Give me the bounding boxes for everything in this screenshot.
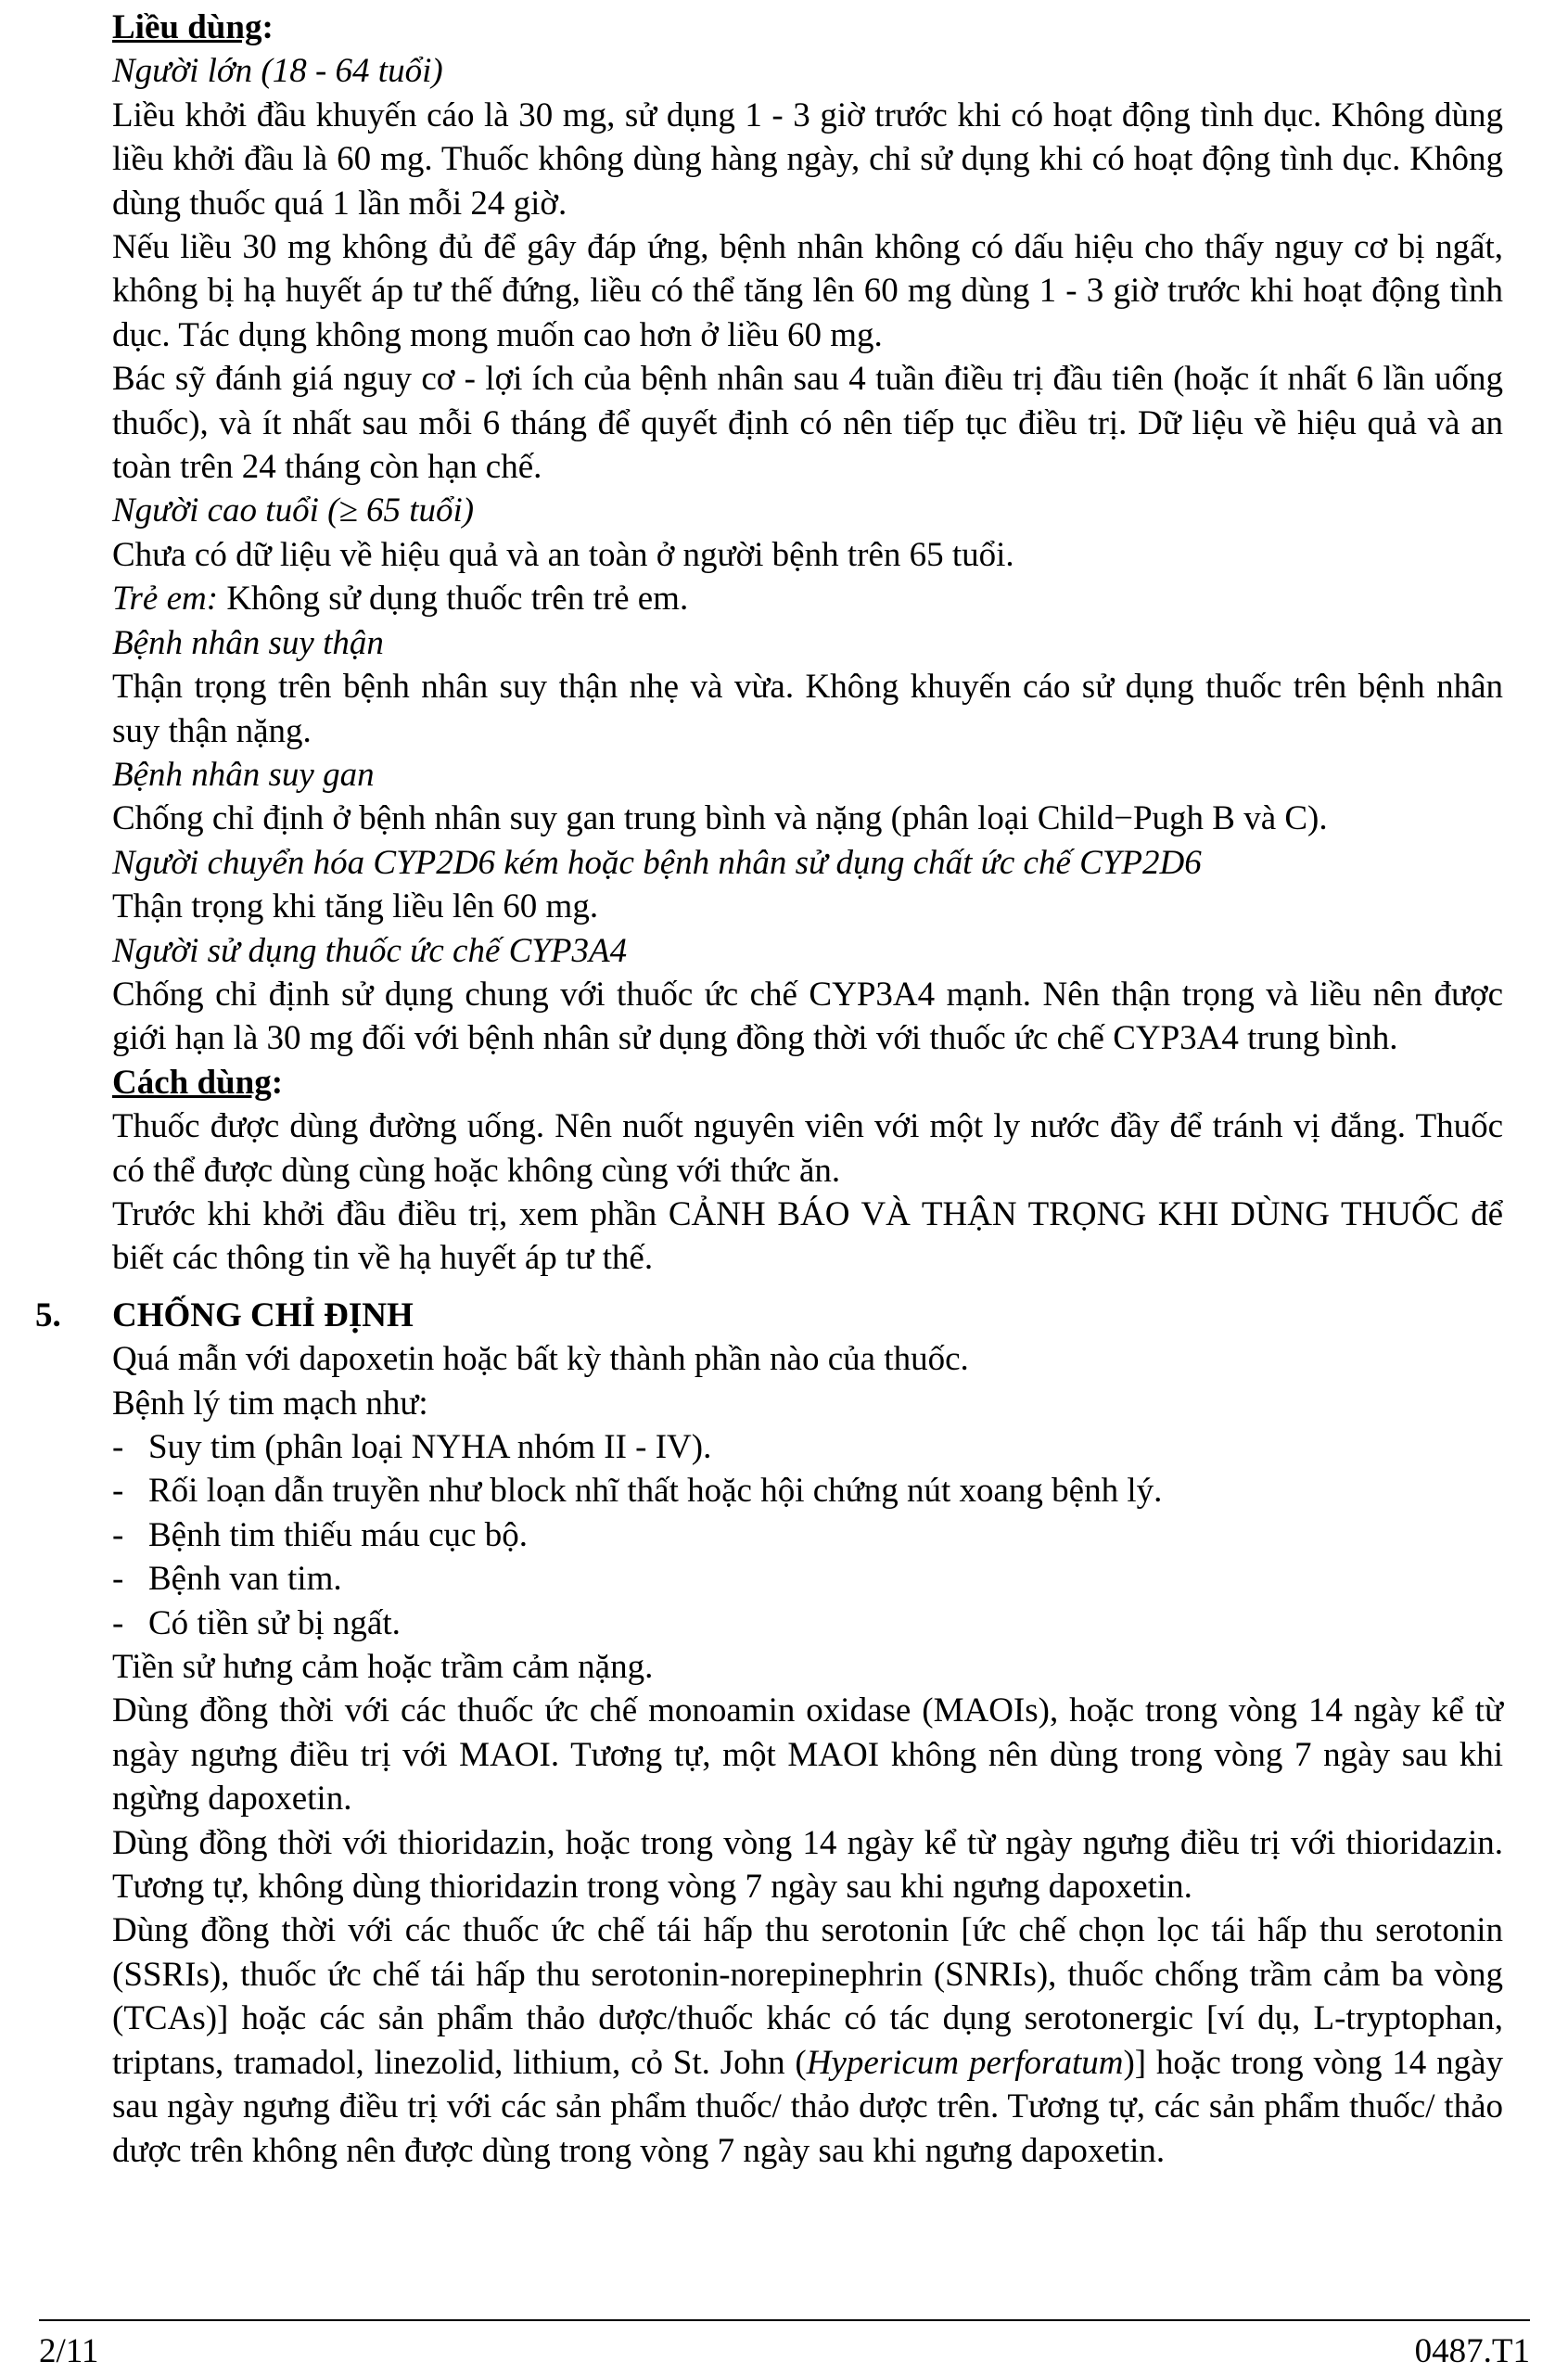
cyp3a4-text: Chống chỉ định sử dụng chung với thuốc ức chế CYP3A4 mạnh. Nên thận trọng và liều nên được giới hạn là 30 mg đối với bệnh nhân sử dụng đồng thời với thuốc ức chế CYP3A4 trung bình. bbox=[112, 975, 1503, 1058]
list-item: - Rối loạn dẫn truyền như block nhĩ thất hoặc hội chứng nút xoang bệnh lý. bbox=[112, 1472, 1163, 1511]
adult-paragraph-1: Liều khởi đầu khuyến cáo là 30 mg, sử dụng 1 - 3 giờ trước khi có hoạt động tình dục. Không dùng liều khởi đầu là 60 mg. Thuốc không dùng hàng ngày, chỉ sử dụng khi có hoạt động tình dục. Không dùng thuốc quá 1 lần mỗi 24 giờ. bbox=[112, 96, 1503, 223]
administration-heading-colon: : bbox=[271, 1063, 284, 1102]
section-title: CHỐNG CHỈ ĐỊNH bbox=[112, 1295, 414, 1334]
contraindication-paragraph-3: Tiền sử hưng cảm hoặc trầm cảm nặng. bbox=[112, 1648, 654, 1687]
dosage-heading-colon: : bbox=[261, 8, 274, 46]
elderly-label: Người cao tuổi (≥ 65 tuổi) bbox=[112, 491, 475, 530]
contraindications-section bbox=[35, 1294, 1503, 1337]
list-item: - Bệnh tim thiếu máu cục bộ. bbox=[112, 1515, 528, 1554]
hepatic-text: Chống chỉ định ở bệnh nhân suy gan trung bình và nặng (phân loại Child−Pugh B và C). bbox=[112, 799, 1328, 838]
adult-paragraph-2: Nếu liều 30 mg không đủ để gây đáp ứng, bệnh nhân không có dấu hiệu cho thấy nguy cơ bị ngất, không bị hạ huyết áp tư thế đứng, liều có thể tăng lên 60 mg dùng 1 - 3 giờ trước khi hoạt động tình dục. Tác dụng không mong muốn cao hơn ở liều 60 mg. bbox=[112, 228, 1503, 354]
administration-paragraph-1: Thuốc được dùng đường uống. Nên nuốt nguyên viên với một ly nước đầy để tránh vị đắng. Thuốc có thể được dùng cùng hoặc không cùng với thức ăn. bbox=[112, 1107, 1503, 1190]
document-code: 0487.T1 bbox=[1414, 2332, 1530, 2370]
elderly-text: Chưa có dữ liệu về hiệu quả và an toàn ở người bệnh trên 65 tuổi. bbox=[112, 535, 1014, 574]
paragraph-6-latin-name: Hypericum perforatum bbox=[806, 2043, 1124, 2082]
dosage-heading-line bbox=[112, 6, 1503, 49]
administration-heading: Cách dùng bbox=[112, 1063, 272, 1102]
page-number: 2/11 bbox=[39, 2332, 99, 2370]
list-item-text: Suy tim (phân loại NYHA nhóm II - IV). bbox=[148, 1428, 712, 1466]
administration-heading-line bbox=[112, 1061, 1503, 1104]
list-item-text: Bệnh van tim. bbox=[148, 1560, 342, 1599]
children-line bbox=[112, 577, 1503, 620]
list-item-text: Bệnh tim thiếu máu cục bộ. bbox=[148, 1515, 528, 1554]
list-item: - Suy tim (phân loại NYHA nhóm II - IV). bbox=[112, 1428, 712, 1466]
page-content bbox=[35, 6, 1503, 2173]
children-label: Trẻ em: bbox=[112, 580, 219, 619]
children-text: Không sử dụng thuốc trên trẻ em. bbox=[218, 580, 689, 619]
contraindication-paragraph-6 bbox=[112, 1908, 1503, 2172]
paragraph-6-part-a: Dùng đồng thời với các thuốc ức chế tái hấp thu serotonin [ức chế chọn lọc tái hấp thu serotonin (SSRIs), thuốc ức chế tái hấp thu serotonin-norepinephrin (SNRIs), thuốc chống trầm cảm ba vòng (TCAs)] hoặc các sản phẩm thảo dược/thuốc khác có tác dụng serotonergic [ví dụ, L-tryptophan, triptans, tramadol, linezolid, lithium, cỏ St. John ( bbox=[112, 1911, 1503, 2082]
contraindication-paragraph-1: Quá mẫn với dapoxetin hoặc bất kỳ thành phần nào của thuốc. bbox=[112, 1340, 969, 1379]
contraindication-paragraph-2: Bệnh lý tim mạch như: bbox=[112, 1384, 428, 1423]
hepatic-label: Bệnh nhân suy gan bbox=[112, 755, 375, 794]
renal-label: Bệnh nhân suy thận bbox=[112, 623, 384, 662]
section-number: 5. bbox=[35, 1295, 61, 1334]
cyp3a4-label: Người sử dụng thuốc ức chế CYP3A4 bbox=[112, 931, 628, 970]
cyp2d6-label: Người chuyển hóa CYP2D6 kém hoặc bệnh nhân sử dụng chất ức chế CYP2D6 bbox=[112, 843, 1202, 882]
list-item: - Có tiền sử bị ngất. bbox=[112, 1603, 401, 1642]
dosage-heading: Liều dùng bbox=[112, 8, 262, 46]
contraindication-paragraph-5: Dùng đồng thời với thioridazin, hoặc trong vòng 14 ngày kể từ ngày ngưng điều trị với thioridazin. Tương tự, không dùng thioridazin trong vòng 7 ngày sau khi ngưng dapoxetin. bbox=[112, 1823, 1503, 1907]
contraindication-paragraph-4: Dùng đồng thời với các thuốc ức chế monoamin oxidase (MAOIs), hoặc trong vòng 14 ngày kể từ ngày ngưng điều trị với MAOI. Tương tự, một MAOI không nên dùng trong vòng 7 ngày sau khi ngừng dapoxetin. bbox=[112, 1691, 1503, 1819]
administration-paragraph-2: Trước khi khởi đầu điều trị, xem phần CẢNH BÁO VÀ THẬN TRỌNG KHI DÙNG THUỐC để biết các thông tin về hạ huyết áp tư thế. bbox=[112, 1194, 1503, 1278]
cyp2d6-text: Thận trọng khi tăng liều lên 60 mg. bbox=[112, 887, 599, 926]
paragraph-6-part-b: )] hoặc trong vòng 14 ngày sau ngày ngưng điều trị với các sản phẩm thuốc/ thảo dược trên. Tương tự, các sản phẩm thuốc/ thảo dược trên không nên được dùng trong vòng 7 ngày sau khi ngưng dapoxetin. bbox=[112, 2043, 1503, 2170]
adult-paragraph-3: Bác sỹ đánh giá nguy cơ - lợi ích của bệnh nhân sau 4 tuần điều trị đầu tiên (hoặc ít nhất 6 lần uống thuốc), và ít nhất sau mỗi 6 tháng để quyết định có nên tiếp tục điều trị. Dữ liệu về hiệu quả và an toàn trên 24 tháng còn hạn chế. bbox=[112, 360, 1503, 487]
list-item-text: Có tiền sử bị ngất. bbox=[148, 1603, 401, 1642]
list-item-text: Rối loạn dẫn truyền như block nhĩ thất hoặc hội chứng nút xoang bệnh lý. bbox=[148, 1472, 1163, 1511]
adult-label: Người lớn (18 - 64 tuổi) bbox=[112, 52, 443, 91]
list-item: - Bệnh van tim. bbox=[112, 1560, 342, 1599]
footer-divider bbox=[39, 2319, 1530, 2321]
renal-text: Thận trọng trên bệnh nhân suy thận nhẹ và vừa. Không khuyến cáo sử dụng thuốc trên bệnh nhân suy thận nặng. bbox=[112, 668, 1503, 750]
